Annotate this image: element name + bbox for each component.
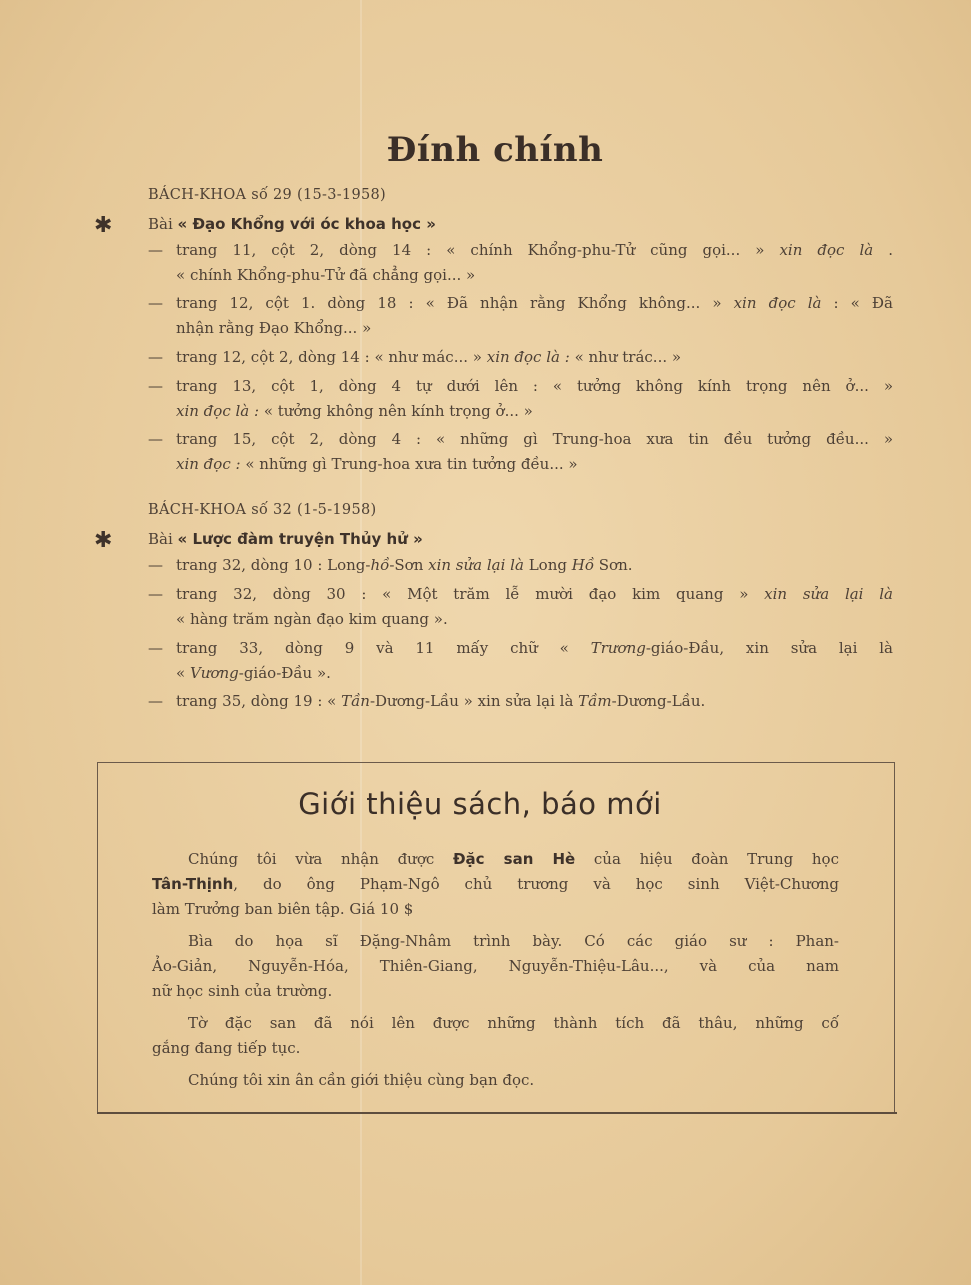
entry-text: trang 32, dòng 30 : « Một trăm lễ mười đạo kim quang » xyxy=(176,585,765,603)
para-text: nữ học sinh của trường. xyxy=(152,982,333,1000)
para-text: của hiệu đoàn Trung học xyxy=(575,850,839,868)
entry-text: « những gì Trung-hoa xưa tin tưởng đều... » xyxy=(240,455,578,473)
para-text: Ảo-Giản, Nguyễn-Hóa, Thiên-Giang, Nguyễn-Thiệu-Lâu..., và của nam xyxy=(152,957,839,975)
entry-instruction: xin đọc là : xyxy=(486,348,570,366)
correction-entry: — trang 35, dòng 19 : « Tần-Dương-Lầu » xin sửa lại là Tầm-Dương-Lầu. xyxy=(148,692,706,710)
entry-text: Tầm xyxy=(578,692,612,710)
correction-entry: — trang 13, cột 1, dòng 4 tự dưới lên : « tưởng không kính trọng nên ở... » xin đọc là : « tưởng không nên kính trọng ở... » xyxy=(148,374,893,424)
entry-text: « chính Khổng-phu-Tử đã chẳng gọi... » xyxy=(176,266,476,284)
entry-text: Vương xyxy=(189,664,239,682)
para-text: Chúng tôi xin ân cần giới thiệu cùng bạn đọc. xyxy=(188,1071,535,1089)
entry-text: . xyxy=(873,241,893,259)
entry-text: trang 33, dòng 9 và 11 mấy chữ « xyxy=(176,639,591,657)
entry-text: trang 12, cột 2, dòng 14 : « như mác... » xyxy=(176,348,487,366)
correction-entry: — trang 12, cột 2, dòng 14 : « như mác... » xin đọc là : « như trác... » xyxy=(148,348,682,366)
entry-text: trang 11, cột 2, dòng 14 : « chính Khổng-phu-Tử cũng gọi... » xyxy=(176,241,780,259)
box-title: Giới thiệu sách, báo mới xyxy=(298,787,662,821)
article-title: « Đạo Khổng với óc khoa học » xyxy=(177,215,436,233)
issue-heading-29: BÁCH-KHOA số 29 (15-3-1958) xyxy=(148,187,386,203)
entry-text: « hàng trăm ngàn đạo kim quang ». xyxy=(176,610,448,628)
intro-paragraph xyxy=(152,1011,839,1061)
para-bold: Tân-Thịnh xyxy=(152,875,234,893)
entry-text: « xyxy=(176,664,190,682)
entry-instruction: xin đọc là xyxy=(733,294,822,312)
article-prefix: Bài xyxy=(148,530,173,548)
para-bold: Đặc san Hè xyxy=(452,850,576,868)
entry-text: trang 35, dòng 19 : « xyxy=(176,692,342,710)
intro-paragraph xyxy=(152,929,839,1004)
article-heading-1 xyxy=(148,215,436,233)
entry-text: Tần xyxy=(341,692,370,710)
correction-entry: — trang 11, cột 2, dòng 14 : « chính Khổng-phu-Tử cũng gọi... » xin đọc là . « chính Khổng-phu-Tử đã chẳng gọi... » xyxy=(148,238,893,288)
entry-text: -giáo-Đầu, xin sửa lại là xyxy=(645,639,894,657)
correction-entry: — trang 12, cột 1. dòng 18 : « Đã nhận rằng Khổng không... » xin đọc là : « Đã nhận rằng Đạo Khổng... » xyxy=(148,291,893,341)
para-text: Bìa do họa sĩ Đặng-Nhâm trình bày. Có các giáo sư : Phan- xyxy=(188,932,839,950)
entry-text: nhận rằng Đạo Khổng... » xyxy=(176,319,372,337)
entry-text: trang 12, cột 1. dòng 18 : « Đã nhận rằng Khổng không... » xyxy=(176,294,734,312)
star-icon: ✱ xyxy=(94,213,113,238)
entry-text: trang 13, cột 1, dòng 4 tự dưới lên : « tưởng không kính trọng nên ở... » xyxy=(176,377,893,395)
entry-text: -Sơn xyxy=(389,556,429,574)
entry-text: Hồ xyxy=(571,556,594,574)
entry-text: -Dương-Lầu » xin sửa lại là xyxy=(369,692,579,710)
para-text: làm Trưởng ban biên tập. Giá 10 $ xyxy=(152,900,414,918)
entry-instruction: xin sửa lại là xyxy=(428,556,524,574)
para-text: Tờ đặc san đã nói lên được những thành tích đã thâu, những cố xyxy=(188,1014,839,1032)
issue-heading-32: BÁCH-KHOA số 32 (1-5-1958) xyxy=(148,502,377,518)
page-title: Đính chính xyxy=(386,130,604,170)
star-icon: ✱ xyxy=(94,528,113,553)
entry-text: -giáo-Đầu ». xyxy=(238,664,331,682)
entry-text: : « Đã xyxy=(821,294,893,312)
entry-text: trang 15, cột 2, dòng 4 : « những gì Trung-hoa xưa tin đều tưởng đều... » xyxy=(176,430,893,448)
entry-text: trang 32, dòng 10 : Long- xyxy=(176,556,371,574)
entry-instruction: xin đọc là : xyxy=(176,402,260,420)
article-title: « Lược đàm truyện Thủy hử » xyxy=(177,530,423,548)
entry-text: Long xyxy=(523,556,572,574)
para-text: , do ông Phạm-Ngô chủ trương và học sinh Việt-Chương xyxy=(233,875,839,893)
correction-entry: — trang 33, dòng 9 và 11 mấy chữ « Trương-giáo-Đầu, xin sửa lại là « Vương-giáo-Đầu ». xyxy=(148,639,894,682)
correction-entry: — trang 32, dòng 10 : Long-hồ-Sơn xin sửa lại là Long Hồ Sơn. xyxy=(148,556,633,574)
divider xyxy=(97,1112,897,1114)
entry-instruction: xin đọc là xyxy=(779,241,874,259)
entry-text: « tưởng không nên kính trọng ở... » xyxy=(259,402,533,420)
correction-entry: — trang 15, cột 2, dòng 4 : « những gì Trung-hoa xưa tin đều tưởng đều... » xin đọc : « những gì Trung-hoa xưa tin tưởng đều... » xyxy=(148,427,893,477)
entry-instruction: xin sửa lại là xyxy=(764,585,893,603)
entry-text: « như trác... » xyxy=(569,348,682,366)
article-prefix: Bài xyxy=(148,215,173,233)
article-heading-2 xyxy=(148,530,423,548)
entry-text: hồ xyxy=(370,556,390,574)
entry-text: -Dương-Lầu. xyxy=(611,692,706,710)
correction-entry: — trang 32, dòng 30 : « Một trăm lễ mười đạo kim quang » xin sửa lại là « hàng trăm ngàn đạo kim quang ». xyxy=(148,582,893,632)
intro-paragraph xyxy=(152,847,839,922)
para-text: Chúng tôi vừa nhận được xyxy=(188,850,453,868)
entry-text: Sơn. xyxy=(594,556,633,574)
entry-text: Trương xyxy=(590,639,646,657)
para-text: gắng đang tiếp tục. xyxy=(152,1039,301,1057)
entry-instruction: xin đọc : xyxy=(176,455,241,473)
intro-paragraph xyxy=(152,1068,839,1093)
